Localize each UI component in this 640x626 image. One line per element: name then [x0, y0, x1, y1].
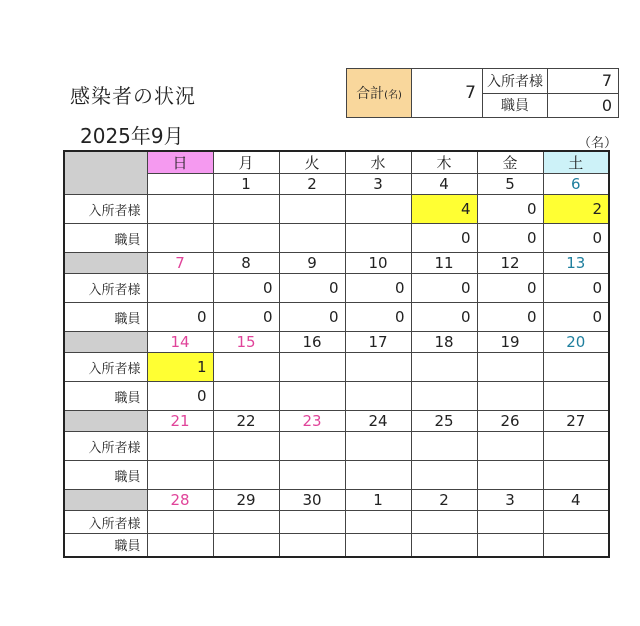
weekday-header: 水: [345, 151, 411, 174]
residents-count-cell: 0: [213, 274, 279, 303]
corner-cell: [64, 151, 147, 195]
staff-count-cell: [147, 224, 213, 253]
date-cell: 4: [543, 490, 609, 511]
date-cell: 12: [477, 253, 543, 274]
staff-count-cell: 0: [279, 303, 345, 332]
residents-count-cell: [279, 195, 345, 224]
date-cell: 30: [279, 490, 345, 511]
summary-total-value: 7: [412, 69, 483, 118]
summary-residents-label: 入所者様: [483, 69, 548, 94]
weekday-header: 金: [477, 151, 543, 174]
date-cell: 11: [411, 253, 477, 274]
date-cell: [147, 174, 213, 195]
weekday-header: 月: [213, 151, 279, 174]
staff-row: [64, 382, 609, 411]
residents-count-cell: [411, 353, 477, 382]
row-label-staff: 職員: [64, 303, 147, 332]
staff-count-cell: 0: [477, 224, 543, 253]
date-cell: 26: [477, 411, 543, 432]
summary-staff-label: 職員: [483, 93, 548, 118]
residents-count-cell: 4: [411, 195, 477, 224]
residents-count-cell: 0: [477, 274, 543, 303]
staff-count-cell: [477, 382, 543, 411]
staff-count-cell: [345, 534, 411, 557]
date-cell: 21: [147, 411, 213, 432]
date-cell: 19: [477, 332, 543, 353]
summary-staff-value: 0: [548, 93, 619, 118]
row-label-residents: 入所者様: [64, 353, 147, 382]
week-gray-cell: [64, 490, 147, 511]
staff-count-cell: [411, 534, 477, 557]
date-cell: 8: [213, 253, 279, 274]
staff-count-cell: [213, 461, 279, 490]
staff-count-cell: [345, 382, 411, 411]
residents-count-cell: [147, 511, 213, 534]
residents-count-cell: [345, 195, 411, 224]
staff-count-cell: [213, 534, 279, 557]
row-label-staff: 職員: [64, 224, 147, 253]
staff-count-cell: 0: [213, 303, 279, 332]
date-cell: 28: [147, 490, 213, 511]
date-cell: 3: [345, 174, 411, 195]
residents-count-cell: [477, 511, 543, 534]
weekday-header: 日: [147, 151, 213, 174]
residents-row: [64, 432, 609, 461]
date-row: [64, 490, 609, 511]
residents-count-cell: 0: [411, 274, 477, 303]
date-cell: 3: [477, 490, 543, 511]
calendar-table: [63, 150, 610, 558]
residents-count-cell: [147, 195, 213, 224]
staff-count-cell: [279, 382, 345, 411]
staff-row: [64, 461, 609, 490]
staff-count-cell: [543, 534, 609, 557]
weekday-header: 土: [543, 151, 609, 174]
staff-count-cell: [411, 461, 477, 490]
date-row: [64, 253, 609, 274]
staff-count-cell: [411, 382, 477, 411]
residents-count-cell: 2: [543, 195, 609, 224]
date-cell: 18: [411, 332, 477, 353]
weekday-header: 木: [411, 151, 477, 174]
residents-count-cell: [147, 274, 213, 303]
date-cell: 5: [477, 174, 543, 195]
date-cell: 1: [345, 490, 411, 511]
row-label-residents: 入所者様: [64, 274, 147, 303]
staff-count-cell: [279, 534, 345, 557]
summary-residents-value: 7: [548, 69, 619, 94]
staff-count-cell: [213, 224, 279, 253]
residents-count-cell: 0: [477, 195, 543, 224]
residents-count-cell: [411, 432, 477, 461]
staff-count-cell: [543, 461, 609, 490]
date-cell: 25: [411, 411, 477, 432]
staff-count-cell: [279, 461, 345, 490]
page-title: 感染者の状況: [70, 84, 196, 108]
date-cell: 15: [213, 332, 279, 353]
staff-count-cell: 0: [147, 382, 213, 411]
staff-count-cell: [345, 224, 411, 253]
residents-count-cell: [279, 353, 345, 382]
staff-count-cell: [477, 534, 543, 557]
date-cell: 2: [411, 490, 477, 511]
residents-count-cell: 0: [345, 274, 411, 303]
residents-count-cell: [543, 511, 609, 534]
date-cell: 29: [213, 490, 279, 511]
residents-count-cell: [411, 511, 477, 534]
row-label-staff: 職員: [64, 534, 147, 557]
staff-count-cell: [279, 224, 345, 253]
date-cell: 4: [411, 174, 477, 195]
residents-count-cell: [477, 432, 543, 461]
residents-count-cell: [477, 353, 543, 382]
date-cell: 10: [345, 253, 411, 274]
staff-count-cell: 0: [543, 224, 609, 253]
date-row: [64, 332, 609, 353]
residents-row: [64, 353, 609, 382]
staff-row: [64, 534, 609, 557]
residents-count-cell: [345, 432, 411, 461]
staff-count-cell: [147, 534, 213, 557]
staff-count-cell: [345, 461, 411, 490]
residents-count-cell: [213, 353, 279, 382]
residents-count-cell: [147, 432, 213, 461]
residents-count-cell: [213, 432, 279, 461]
residents-count-cell: [279, 511, 345, 534]
date-cell: 9: [279, 253, 345, 274]
week-gray-cell: [64, 411, 147, 432]
date-cell: 14: [147, 332, 213, 353]
staff-count-cell: [543, 382, 609, 411]
residents-count-cell: [279, 432, 345, 461]
date-cell: 24: [345, 411, 411, 432]
row-label-residents: 入所者様: [64, 432, 147, 461]
residents-count-cell: 0: [543, 274, 609, 303]
weekday-header-row: [64, 151, 609, 174]
total-unit-text: (名): [384, 90, 402, 101]
staff-count-cell: [147, 461, 213, 490]
week-gray-cell: [64, 332, 147, 353]
residents-count-cell: [345, 353, 411, 382]
unit-note: （名）: [578, 136, 618, 151]
staff-count-cell: 0: [147, 303, 213, 332]
residents-count-cell: [213, 195, 279, 224]
residents-count-cell: 1: [147, 353, 213, 382]
residents-count-cell: 0: [279, 274, 345, 303]
date-cell: 27: [543, 411, 609, 432]
date-row: [64, 411, 609, 432]
staff-count-cell: 0: [345, 303, 411, 332]
date-cell: 20: [543, 332, 609, 353]
date-cell: 2: [279, 174, 345, 195]
staff-count-cell: 0: [543, 303, 609, 332]
row-label-residents: 入所者様: [64, 511, 147, 534]
staff-row: [64, 224, 609, 253]
staff-count-cell: [477, 461, 543, 490]
summary-total-label: [347, 69, 412, 118]
date-cell: 23: [279, 411, 345, 432]
period-label: 2025年9月: [80, 124, 184, 148]
residents-count-cell: [345, 511, 411, 534]
residents-row: [64, 274, 609, 303]
staff-count-cell: [213, 382, 279, 411]
residents-row: [64, 195, 609, 224]
date-cell: 7: [147, 253, 213, 274]
staff-count-cell: 0: [477, 303, 543, 332]
date-cell: 16: [279, 332, 345, 353]
week-gray-cell: [64, 253, 147, 274]
date-cell: 17: [345, 332, 411, 353]
total-label-text: 合計: [356, 86, 385, 102]
row-label-residents: 入所者様: [64, 195, 147, 224]
staff-count-cell: 0: [411, 303, 477, 332]
date-cell: 13: [543, 253, 609, 274]
row-label-staff: 職員: [64, 382, 147, 411]
weekday-header: 火: [279, 151, 345, 174]
summary-table: [346, 68, 619, 118]
residents-count-cell: [543, 432, 609, 461]
residents-count-cell: [543, 353, 609, 382]
date-cell: 6: [543, 174, 609, 195]
date-cell: 22: [213, 411, 279, 432]
staff-row: [64, 303, 609, 332]
row-label-staff: 職員: [64, 461, 147, 490]
residents-row: [64, 511, 609, 534]
residents-count-cell: [213, 511, 279, 534]
date-cell: 1: [213, 174, 279, 195]
staff-count-cell: 0: [411, 224, 477, 253]
